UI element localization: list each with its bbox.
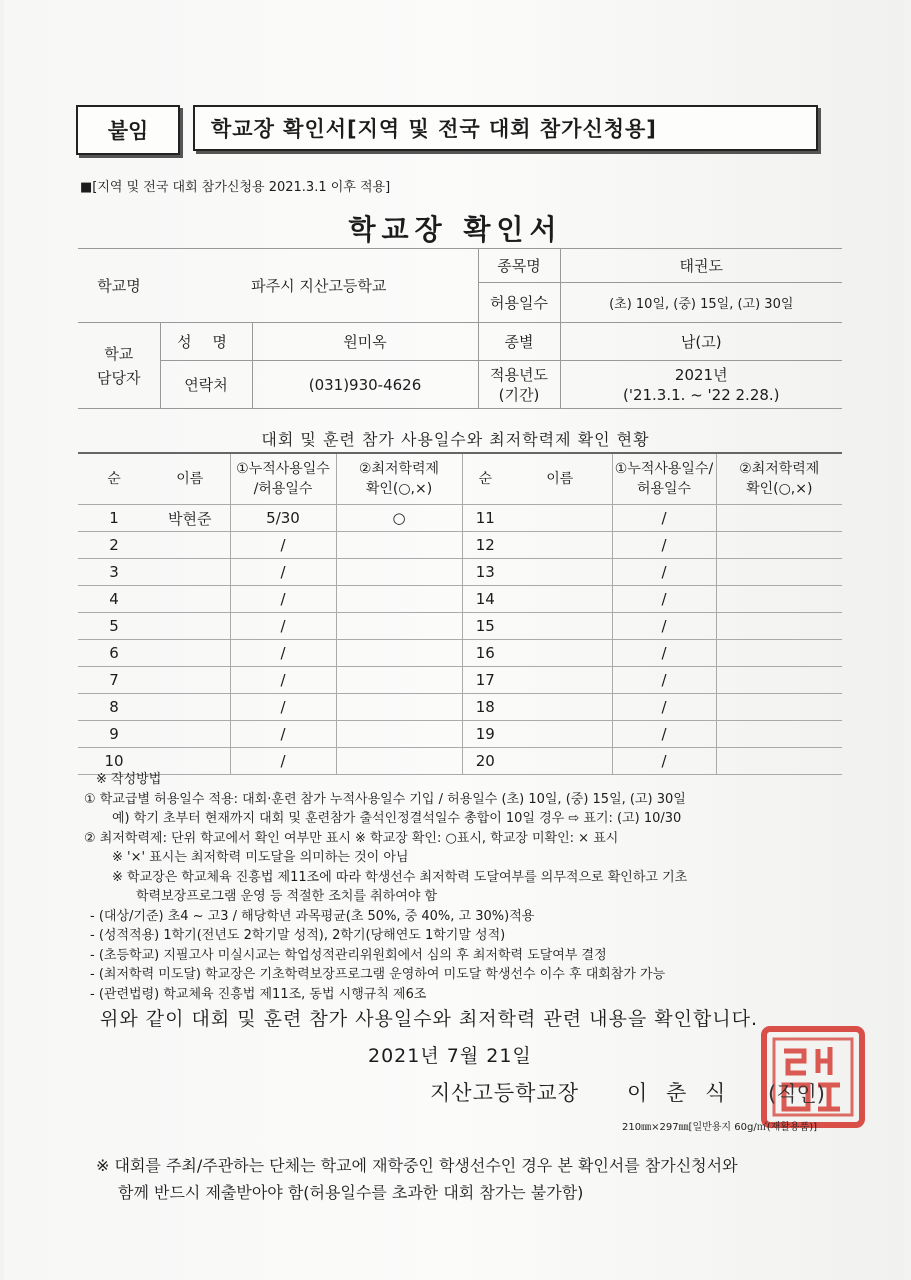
row-days: / [230, 694, 336, 721]
category-label: 종별 [478, 323, 560, 361]
row-days-2: / [612, 586, 716, 613]
instruction-target: - (대상/기준) 초4 ~ 고3 / 해당학년 과목평균(초 50%, 중 40%, 고 30%)적용 [90, 908, 535, 924]
row-days: / [230, 640, 336, 667]
row-min-2 [716, 532, 842, 559]
row-no-2: 13 [462, 559, 508, 586]
row-no: 9 [78, 721, 150, 748]
status-section-title: 대회 및 훈련 참가 사용일수와 최저학력제 확인 현황 [261, 430, 650, 449]
row-name [150, 667, 230, 694]
instruction-1-example: 예) 학기 초부터 현재까지 대회 및 훈련참가 출석인정결석일수 총합이 10일 경우 ⇨ 표기: (고) 10/30 [112, 811, 682, 826]
paper-size-note: 210㎜×297㎜[일반용지 60g/㎡(재활용품)] [622, 1122, 818, 1133]
row-no: 7 [78, 667, 150, 694]
contact-label: 연락처 [160, 361, 252, 409]
row-name [150, 721, 230, 748]
row-min [336, 613, 462, 640]
row-no-2: 16 [462, 640, 508, 667]
row-name-2 [508, 640, 612, 667]
row-days: / [230, 586, 336, 613]
allowed-days-value: (초) 10일, (중) 15일, (고) 30일 [560, 283, 842, 323]
row-name [150, 532, 230, 559]
row-days-2: / [612, 559, 716, 586]
instruction-2: ② 최저학력제: 단위 학교에서 확인 여부만 표시 ※ 학교장 확인: ○표시, 학교장 미확인: × 표시 [84, 830, 619, 846]
row-name [150, 640, 230, 667]
person-name-label: 성 명 [160, 323, 252, 361]
instruction-below-minimum: - (최저학력 미도달) 학교장은 기초학력보장프로그램 운영하여 미도달 학생선수 이수 후 대회참가 가능 [90, 967, 666, 982]
row-days-2: / [612, 748, 716, 775]
year-value: 2021년 [674, 365, 728, 384]
row-name-2 [508, 667, 612, 694]
row-name [150, 559, 230, 586]
school-name-value: 파주시 지산고등학교 [160, 249, 478, 323]
row-name-2 [508, 721, 612, 748]
year-label: 적용년도 (기간) [478, 361, 560, 409]
row-no-2: 14 [462, 586, 508, 613]
row-no-2: 15 [462, 613, 508, 640]
info-table [78, 248, 842, 409]
submission-note-line-1: ※ 대회를 주최/주관하는 단체는 학교에 재학중인 학생선수인 경우 본 확인서를 참가신청서와 [96, 1156, 738, 1175]
row-days-2: / [612, 613, 716, 640]
table-row [78, 667, 842, 694]
row-name-2 [508, 613, 612, 640]
attachment-tag: 붙임 [76, 105, 180, 155]
table-row [78, 586, 842, 613]
instruction-note-x: ※ '×' 표시는 최저학력 미도달을 의미하는 것이 아님 [112, 850, 409, 865]
principal-title: 지산고등학교장 [430, 1081, 580, 1105]
row-days-2: / [612, 505, 716, 532]
applicability-note: ■[지역 및 전국 대회 참가신청용 2021.3.1 이후 적용] [80, 180, 391, 195]
row-name [150, 694, 230, 721]
year-cell [560, 361, 842, 409]
row-no: 4 [78, 586, 150, 613]
row-min-2 [716, 694, 842, 721]
sport-label: 종목명 [478, 249, 560, 283]
row-no: 3 [78, 559, 150, 586]
instructions [84, 770, 854, 1004]
instruction-law: - (관련법령) 학교체육 진흥법 제11조, 동법 시행규칙 제6조 [90, 986, 427, 1002]
confirmation-statement: 위와 같이 대회 및 훈련 참가 사용일수와 최저학력 관련 내용을 확인합니다. [100, 1008, 759, 1030]
table-row [78, 721, 842, 748]
col-days-2: ①누적사용일수/ 허용일수 [612, 453, 716, 505]
table-row [78, 694, 842, 721]
row-no-2: 12 [462, 532, 508, 559]
row-name-2 [508, 694, 612, 721]
row-name [150, 586, 230, 613]
row-min [336, 640, 462, 667]
sport-value: 태권도 [560, 249, 842, 283]
instruction-grades: - (성적적용) 1학기(전년도 2학기말 성적), 2학기(당해연도 1학기말 성적) [90, 928, 506, 943]
row-no-2: 11 [462, 505, 508, 532]
col-no-2: 순 [462, 453, 508, 505]
row-min [336, 586, 462, 613]
row-days: / [230, 748, 336, 775]
row-min [336, 559, 462, 586]
row-no: 8 [78, 694, 150, 721]
table-row [78, 640, 842, 667]
row-days-2: / [612, 667, 716, 694]
instruction-note-principal: ※ 학교장은 학교체육 진흥법 제11조에 따라 학생선수 최저학력 도달여부를 의무적으로 확인하고 기초 [112, 869, 688, 885]
row-no: 5 [78, 613, 150, 640]
row-days: 5/30 [230, 505, 336, 532]
row-no: 1 [78, 505, 150, 532]
allowed-days-label: 허용일수 [478, 283, 560, 323]
row-days: / [230, 721, 336, 748]
row-name-2 [508, 559, 612, 586]
col-min-2: ②최저학력제 확인(○,×) [716, 453, 842, 505]
row-no-2: 19 [462, 721, 508, 748]
col-no: 순 [78, 453, 150, 505]
row-min-2 [716, 559, 842, 586]
col-days: ①누적사용일수 /허용일수 [230, 453, 336, 505]
row-no: 10 [78, 748, 150, 775]
row-name [150, 613, 230, 640]
row-no-2: 17 [462, 667, 508, 694]
instruction-elementary: - (초등학교) 지필고사 미실시교는 학업성적관리위원회에서 심의 후 최저학력 도달여부 결정 [90, 947, 607, 963]
seal-label: (직인) [768, 1082, 825, 1106]
submission-note-line-2: 함께 반드시 제출받아야 함(허용일수를 초과한 대회 참가는 불가함) [118, 1183, 584, 1202]
school-name-label: 학교명 [78, 249, 160, 323]
row-min-2 [716, 586, 842, 613]
row-name-2 [508, 586, 612, 613]
row-days-2: / [612, 721, 716, 748]
manager-label: 학교 담당자 [78, 323, 160, 409]
principal-name: 이 춘 식 [627, 1081, 732, 1105]
row-days-2: / [612, 694, 716, 721]
table-row [78, 532, 842, 559]
row-min-2 [716, 640, 842, 667]
header-title: 학교장 확인서[지역 및 전국 대회 참가신청용] [193, 105, 818, 151]
year-period: ('21.3.1. ~ '22 2.28.) [622, 385, 780, 404]
row-min: ○ [336, 505, 462, 532]
row-min [336, 667, 462, 694]
row-min-2 [716, 721, 842, 748]
row-days: / [230, 559, 336, 586]
row-name: 박현준 [150, 505, 230, 532]
issue-date: 2021년 7월 21일 [368, 1045, 532, 1067]
contact-value: (031)930-4626 [252, 361, 478, 409]
principal-line [430, 1077, 731, 1107]
row-days: / [230, 613, 336, 640]
row-min-2 [716, 505, 842, 532]
row-min [336, 721, 462, 748]
instruction-note-principal-cont: 학력보장프로그램 운영 등 적절한 조치를 취하여야 함 [136, 889, 438, 904]
row-name-2 [508, 505, 612, 532]
person-name-value: 원미옥 [252, 323, 478, 361]
table-row [78, 559, 842, 586]
table-row [78, 613, 842, 640]
col-name-2: 이름 [508, 453, 612, 505]
row-min-2 [716, 667, 842, 694]
instructions-heading: ※ 작성방법 [96, 772, 162, 787]
submission-note [96, 1152, 738, 1206]
row-min-2 [716, 613, 842, 640]
athlete-table [78, 452, 842, 775]
table-row [78, 505, 842, 532]
row-days: / [230, 532, 336, 559]
row-days-2: / [612, 532, 716, 559]
instruction-1: ① 학교급별 허용일수 적용: 대회·훈련 참가 누적사용일수 기입 / 허용일수 (초) 10일, (중) 15일, (고) 30일 [84, 791, 686, 807]
row-no: 6 [78, 640, 150, 667]
row-min [336, 694, 462, 721]
row-days: / [230, 667, 336, 694]
col-name: 이름 [150, 453, 230, 505]
row-no-2: 20 [462, 748, 508, 775]
row-no: 2 [78, 532, 150, 559]
row-min [336, 532, 462, 559]
document-title: 학교장 확인서 [348, 213, 563, 246]
col-min: ②최저학력제 확인(○,×) [336, 453, 462, 505]
school-seal-icon [760, 1025, 866, 1129]
athlete-table-header [78, 453, 842, 505]
category-value: 남(고) [560, 323, 842, 361]
row-name-2 [508, 532, 612, 559]
row-no-2: 18 [462, 694, 508, 721]
row-days-2: / [612, 640, 716, 667]
